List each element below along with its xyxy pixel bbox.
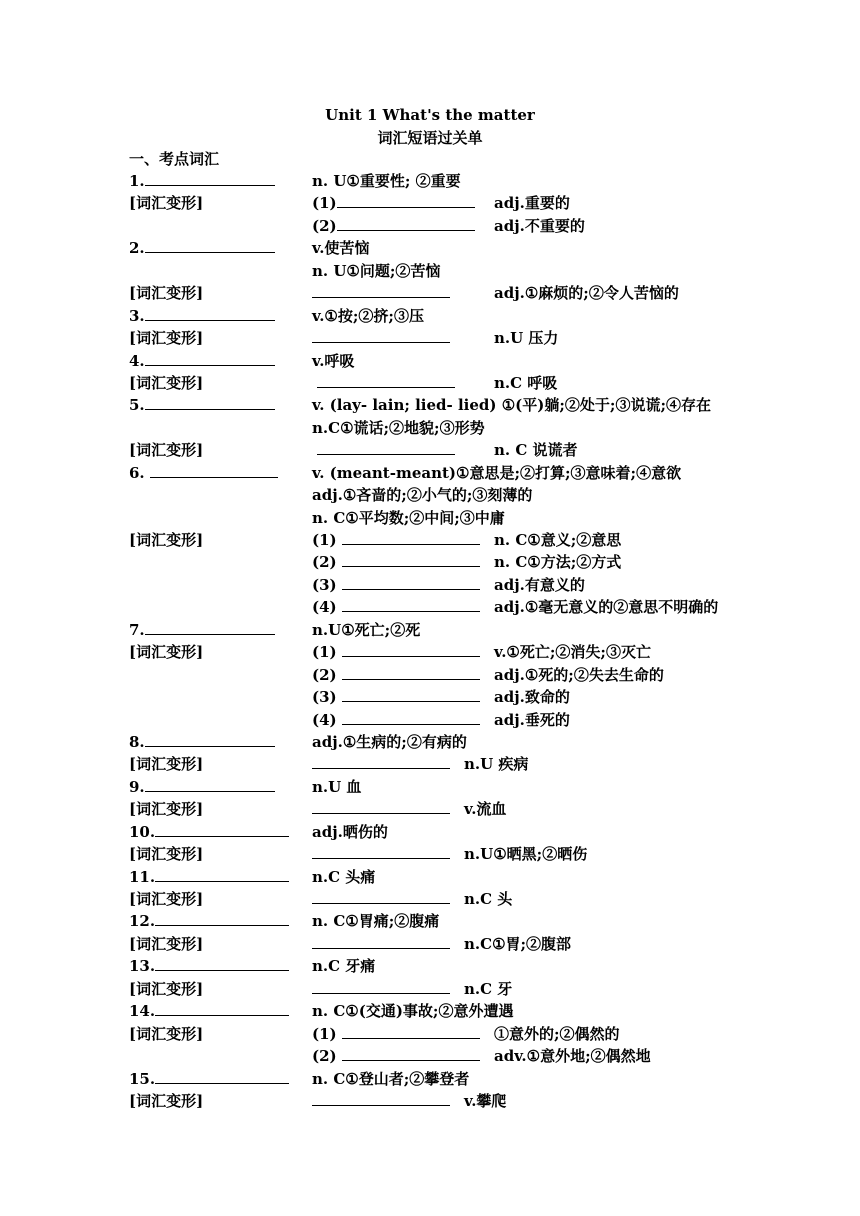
answer-blank[interactable] <box>312 888 450 904</box>
definition-text: n. U①重要性; ②重要 <box>312 172 461 190</box>
vocab-row <box>0 417 860 439</box>
vocab-row <box>0 955 860 977</box>
vocab-definition <box>312 237 369 259</box>
answer-blank[interactable] <box>155 1000 289 1016</box>
vocab-meaning: n.C 头 <box>464 890 513 908</box>
vocab-row <box>0 843 860 865</box>
vocab-meaning: n.C 呼吸 <box>494 373 558 392</box>
answer-blank[interactable] <box>312 978 450 994</box>
vocab-label: 14. <box>129 1002 156 1021</box>
vocab-definition <box>312 282 450 304</box>
vocab-number <box>129 776 275 798</box>
vocab-row <box>0 1068 860 1090</box>
answer-blank[interactable] <box>342 1045 480 1061</box>
vocab-row <box>0 551 860 573</box>
vocab-meaning: adj.致命的 <box>494 688 570 707</box>
vocab-definition <box>312 866 375 888</box>
vocab-label: 8. <box>129 732 145 751</box>
vocab-number <box>129 821 289 843</box>
vocab-definition <box>312 215 475 237</box>
vocab-number <box>129 843 203 865</box>
definition-text: v. (meant-meant)①意思是;②打算;③意味着;④意欲 <box>312 463 682 482</box>
vocab-meaning: adj.有意义的 <box>494 575 585 594</box>
vocab-number <box>129 798 203 820</box>
vocab-number <box>129 237 275 259</box>
vocab-row <box>0 709 860 731</box>
vocab-definition <box>312 686 480 708</box>
definition-text: n.C①谎话;②地貌;③形势 <box>312 418 485 437</box>
vocab-definition <box>312 1068 469 1090</box>
vocab-number <box>129 350 275 372</box>
vocab-label: [词汇变形] <box>129 800 204 819</box>
vocab-row <box>0 910 860 932</box>
vocab-definition <box>312 776 361 798</box>
vocab-definition <box>312 439 455 461</box>
vocab-definition <box>312 417 485 439</box>
answer-blank[interactable] <box>342 641 480 657</box>
vocab-label: 10. <box>129 822 156 841</box>
vocab-definition <box>312 462 681 484</box>
vocab-number <box>129 933 203 955</box>
vocab-label: [词汇变形] <box>129 1024 204 1043</box>
vocab-label: [词汇变形] <box>129 934 204 953</box>
vocab-label: [词汇变形] <box>129 531 204 549</box>
answer-blank[interactable] <box>145 731 275 747</box>
vocab-number <box>129 192 203 214</box>
vocab-list <box>0 170 860 1112</box>
answer-blank[interactable] <box>312 843 450 859</box>
vocab-number <box>129 170 275 192</box>
definition-text: n.U①死亡;②死 <box>312 620 421 639</box>
answer-blank[interactable] <box>312 933 450 949</box>
vocab-label: [词汇变形] <box>129 1091 204 1110</box>
vocab-meaning: adv.①意外地;②偶然地 <box>494 1047 651 1066</box>
vocab-number <box>129 1068 289 1090</box>
vocab-meaning: n. C①意义;②意思 <box>494 531 622 549</box>
definition-text: (1) <box>312 1024 342 1043</box>
vocab-number <box>129 439 203 461</box>
vocab-meaning: adj.重要的 <box>494 194 570 213</box>
answer-blank[interactable] <box>342 529 480 545</box>
answer-blank[interactable] <box>150 462 278 478</box>
vocab-label: 4. <box>129 351 145 370</box>
vocab-label: 9. <box>129 777 145 796</box>
page-title: Unit 1 What's the matter <box>325 106 535 124</box>
vocab-meaning: adj.垂死的 <box>494 710 570 729</box>
vocab-label: [词汇变形] <box>129 979 204 998</box>
page-subtitle: 词汇短语过关单 <box>377 129 483 147</box>
section-heading: 一、考点词汇 <box>129 150 220 168</box>
vocab-number <box>129 305 275 327</box>
vocab-row <box>0 776 860 798</box>
vocab-number <box>129 866 289 888</box>
vocab-number <box>129 1090 203 1112</box>
vocab-definition <box>312 350 354 372</box>
vocab-definition <box>312 484 532 506</box>
vocab-label: 12. <box>129 912 156 931</box>
vocab-meaning: n. C 说谎者 <box>494 441 578 460</box>
answer-blank[interactable] <box>342 686 480 702</box>
vocab-definition <box>312 933 450 955</box>
answer-blank[interactable] <box>342 596 480 612</box>
vocab-number <box>129 619 275 641</box>
vocab-definition <box>312 551 480 573</box>
definition-text: n. C①登山者;②攀登者 <box>312 1069 470 1088</box>
vocab-row <box>0 664 860 686</box>
definition-text: n. C①胃痛;②腹痛 <box>312 912 440 931</box>
vocab-meaning: n.U 压力 <box>494 329 559 348</box>
vocab-row <box>0 462 860 484</box>
answer-blank[interactable] <box>145 394 275 410</box>
definition-text: (3) <box>312 575 342 594</box>
vocab-definition <box>312 1023 480 1045</box>
vocab-definition <box>312 843 450 865</box>
definition-text: adj.①生病的;②有病的 <box>312 732 467 751</box>
vocab-label: 5. <box>129 396 145 415</box>
vocab-number <box>129 372 203 394</box>
answer-blank[interactable] <box>312 282 450 298</box>
vocab-number <box>129 394 275 416</box>
answer-blank[interactable] <box>337 192 475 208</box>
vocab-number <box>129 910 289 932</box>
vocab-row <box>0 1023 860 1045</box>
vocab-definition <box>312 664 480 686</box>
vocab-definition <box>312 709 480 731</box>
vocab-definition <box>312 372 455 394</box>
vocab-label: [词汇变形] <box>129 890 204 908</box>
vocab-label: [词汇变形] <box>129 643 204 662</box>
vocab-row <box>0 1090 860 1112</box>
vocab-definition <box>312 619 420 641</box>
vocab-row <box>0 574 860 596</box>
definition-text: v.使苦恼 <box>312 239 370 258</box>
definition-text: (1) <box>312 194 337 213</box>
vocab-label: 15. <box>129 1069 156 1088</box>
answer-blank[interactable] <box>342 664 480 680</box>
vocab-definition <box>312 753 450 775</box>
vocab-definition <box>312 731 467 753</box>
vocab-label: 13. <box>129 957 156 976</box>
definition-text: (1) <box>312 531 342 549</box>
vocab-row <box>0 866 860 888</box>
definition-text: (3) <box>312 688 342 707</box>
answer-blank[interactable] <box>155 866 289 882</box>
definition-text: (2) <box>312 665 342 684</box>
vocab-row <box>0 327 860 349</box>
vocab-definition <box>312 888 450 910</box>
vocab-meaning: adj.不重要的 <box>494 216 585 235</box>
vocab-row <box>0 798 860 820</box>
definition-text: n. C①平均数;②中间;③中庸 <box>312 508 505 527</box>
vocab-number <box>129 1023 203 1045</box>
vocab-definition <box>312 798 450 820</box>
vocab-definition <box>312 529 480 551</box>
definition-text: n.U 血 <box>312 777 362 796</box>
answer-blank[interactable] <box>155 1068 289 1084</box>
vocab-row <box>0 821 860 843</box>
vocab-definition <box>312 394 711 416</box>
vocab-number <box>129 1000 289 1022</box>
vocab-label: 7. <box>129 620 145 639</box>
vocab-row <box>0 641 860 663</box>
answer-blank[interactable] <box>342 551 480 567</box>
answer-blank[interactable] <box>342 1023 480 1039</box>
vocab-label: [词汇变形] <box>129 373 204 392</box>
vocab-row <box>0 394 860 416</box>
vocab-row <box>0 237 860 259</box>
vocab-definition <box>312 821 388 843</box>
vocab-meaning: n.U 疾病 <box>464 755 529 774</box>
vocab-row <box>0 484 860 506</box>
vocab-row <box>0 1045 860 1067</box>
vocab-meaning: n.C 牙 <box>464 979 513 998</box>
definition-text: v. (lay- lain; lied- lied) ①(平)躺;②处于;③说谎;④存在 <box>312 396 711 415</box>
definition-text: n.C 牙痛 <box>312 957 376 976</box>
vocab-row <box>0 888 860 910</box>
vocab-row <box>0 372 860 394</box>
vocab-definition <box>312 1090 450 1112</box>
answer-blank[interactable] <box>155 910 289 926</box>
vocab-row <box>0 439 860 461</box>
answer-blank[interactable] <box>155 955 289 971</box>
vocab-row <box>0 1000 860 1022</box>
vocab-meaning: adj.①毫无意义的②意思不明确的 <box>494 598 719 617</box>
vocab-number <box>129 753 203 775</box>
vocab-definition <box>312 327 450 349</box>
vocab-label: 6. <box>129 463 150 482</box>
vocab-row <box>0 529 860 551</box>
vocab-definition <box>312 170 461 192</box>
vocab-meaning: v.①死亡;②消失;③灭亡 <box>494 643 651 662</box>
vocab-definition <box>312 507 505 529</box>
vocab-label: 11. <box>129 867 156 886</box>
definition-text: (2) <box>312 216 337 235</box>
vocab-definition <box>312 596 480 618</box>
vocab-definition <box>312 1000 513 1022</box>
answer-blank[interactable] <box>145 170 275 186</box>
vocab-label: [词汇变形] <box>129 845 204 864</box>
vocab-meaning: n.U①晒黑;②晒伤 <box>464 845 588 864</box>
vocab-row <box>0 619 860 641</box>
definition-text: n. U①问题;②苦恼 <box>312 261 441 280</box>
vocab-row <box>0 282 860 304</box>
answer-blank[interactable] <box>145 776 275 792</box>
vocab-meaning: n.C①胃;②腹部 <box>464 934 572 953</box>
definition-text: (4) <box>312 598 342 617</box>
answer-blank[interactable] <box>155 821 289 837</box>
vocab-number <box>129 462 278 484</box>
definition-text: v.①按;②挤;③压 <box>312 306 424 325</box>
vocab-row <box>0 933 860 955</box>
vocab-meaning: n. C①方法;②方式 <box>494 553 622 572</box>
vocab-row <box>0 350 860 372</box>
vocab-row <box>0 170 860 192</box>
definition-text: n.C 头痛 <box>312 867 376 886</box>
vocab-definition <box>312 305 424 327</box>
answer-blank[interactable] <box>342 709 480 725</box>
vocab-definition <box>312 574 480 596</box>
definition-text: adj.①吝啬的;②小气的;③刻薄的 <box>312 486 533 505</box>
definition-text: v.呼吸 <box>312 351 355 370</box>
vocab-definition <box>312 1045 480 1067</box>
vocab-row <box>0 596 860 618</box>
answer-blank[interactable] <box>145 305 275 321</box>
answer-blank[interactable] <box>337 215 475 231</box>
definition-text: (4) <box>312 710 342 729</box>
definition-text: (1) <box>312 643 342 662</box>
vocab-row <box>0 753 860 775</box>
definition-text: (2) <box>312 1047 342 1066</box>
answer-blank[interactable] <box>145 237 275 253</box>
vocab-label: [词汇变形] <box>129 194 204 213</box>
vocab-number <box>129 529 203 551</box>
vocab-meaning: adj.①麻烦的;②令人苦恼的 <box>494 284 679 303</box>
vocab-row <box>0 192 860 214</box>
vocab-number <box>129 327 203 349</box>
answer-blank[interactable] <box>342 574 480 590</box>
vocab-row <box>0 215 860 237</box>
answer-blank[interactable] <box>312 1090 450 1106</box>
vocab-definition <box>312 978 450 1000</box>
vocab-row <box>0 686 860 708</box>
vocab-row <box>0 305 860 327</box>
vocab-definition <box>312 641 480 663</box>
answer-blank[interactable] <box>317 372 455 388</box>
answer-blank[interactable] <box>312 753 450 769</box>
answer-blank[interactable] <box>145 619 275 635</box>
vocab-number <box>129 978 203 1000</box>
vocab-meaning: adj.①死的;②失去生命的 <box>494 665 664 684</box>
vocab-number <box>129 731 275 753</box>
vocab-meaning: v.流血 <box>464 800 507 819</box>
definition-text: adj.晒伤的 <box>312 822 388 841</box>
vocab-label: [词汇变形] <box>129 284 204 303</box>
vocab-number <box>129 641 203 663</box>
vocab-label: [词汇变形] <box>129 755 204 774</box>
answer-blank[interactable] <box>145 350 275 366</box>
answer-blank[interactable] <box>312 798 450 814</box>
answer-blank[interactable] <box>317 439 455 455</box>
vocab-label: 2. <box>129 239 145 258</box>
vocab-label: 1. <box>129 172 145 190</box>
vocab-label: [词汇变形] <box>129 329 204 348</box>
vocab-row <box>0 978 860 1000</box>
definition-text: n. C①(交通)事故;②意外遭遇 <box>312 1002 514 1021</box>
vocab-label: 3. <box>129 306 145 325</box>
vocab-label: [词汇变形] <box>129 441 204 460</box>
vocab-number <box>129 955 289 977</box>
vocab-row <box>0 260 860 282</box>
vocab-definition <box>312 955 375 977</box>
vocab-row <box>0 507 860 529</box>
vocab-number <box>129 282 203 304</box>
answer-blank[interactable] <box>312 327 450 343</box>
vocab-definition <box>312 192 475 214</box>
vocab-meaning: ①意外的;②偶然的 <box>494 1024 620 1043</box>
vocab-number <box>129 888 203 910</box>
definition-text: (2) <box>312 553 342 572</box>
vocab-definition <box>312 260 440 282</box>
vocab-definition <box>312 910 439 932</box>
vocab-meaning: v.攀爬 <box>464 1091 507 1110</box>
vocab-row <box>0 731 860 753</box>
